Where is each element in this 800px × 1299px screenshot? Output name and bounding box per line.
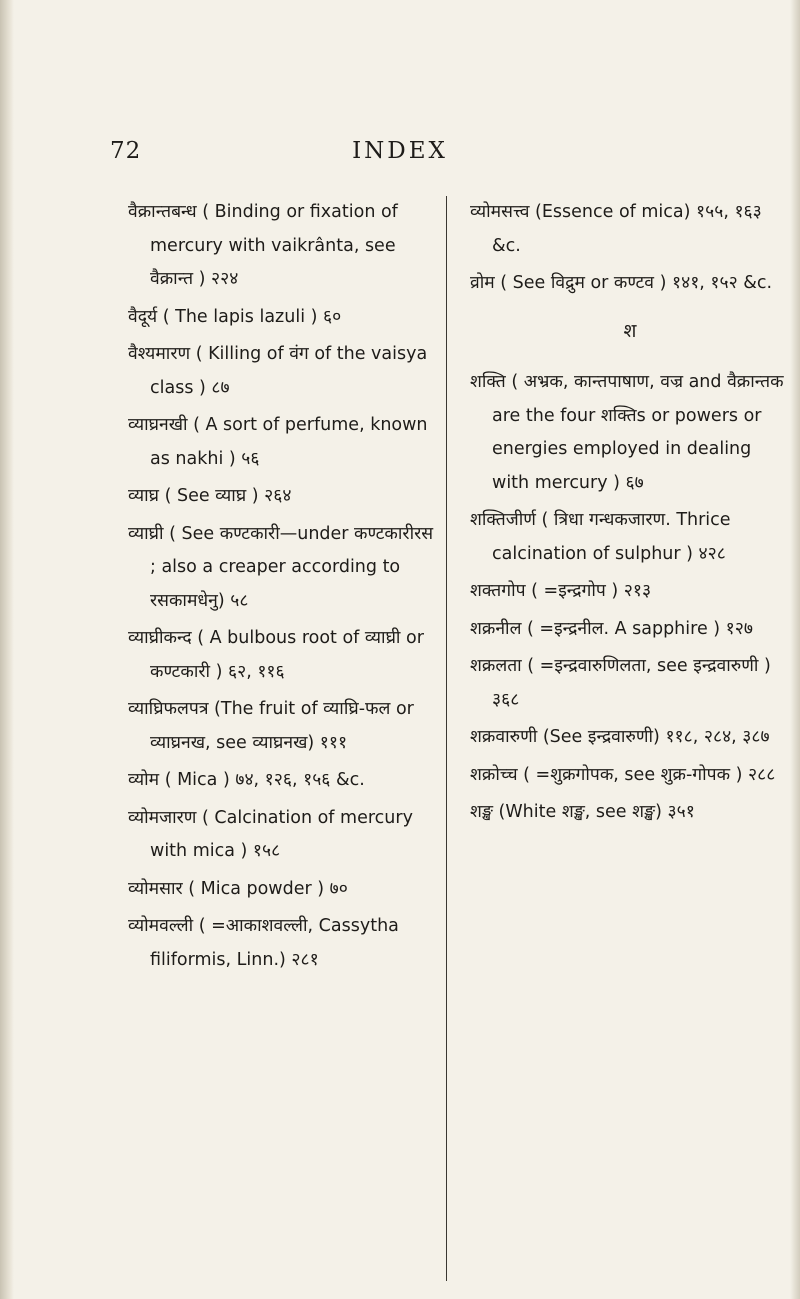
index-entry: व्याघ्रनखी ( A sort of perfume, known as nakhi ) ५६ [128, 415, 428, 469]
page-header [0, 138, 800, 168]
index-entry: व्योम ( Mica ) ७४, १२६, १५६ &c. [128, 770, 365, 790]
running-head: INDEX [352, 138, 448, 164]
left-column [128, 196, 444, 981]
page-edge-right [790, 0, 800, 1299]
section-letter: श [623, 319, 637, 342]
index-entry: शङ्ख (White शङ्ख, see शङ्ख) ३५१ [470, 802, 695, 822]
index-entry: शक्ति ( अभ्रक, कान्तपाषाण, वज्र and वैक्रान्तक are the four शक्तिs or powers or energies employed in dealing with mercury ) ६७ [470, 372, 784, 493]
index-entry: वैदूर्य ( The lapis lazuli ) ६० [128, 306, 342, 327]
index-entry: व्योमजारण ( Calcination of mercury with mica ) १५८ [128, 807, 413, 861]
column-divider [446, 196, 447, 1281]
index-entry: व्याघ्र ( See व्याघ्र ) २६४ [128, 486, 292, 506]
index-entry: व्याघ्रीकन्द ( A bulbous root of व्याघ्री or कण्टकारी ) ६२, ११६ [128, 628, 424, 682]
index-entry: शक्रवारुणी (See इन्द्रवारुणी) ११८, २८४, ३८७ [470, 727, 770, 747]
index-entry: शक्रलता ( =इन्द्रवारुणिलता, see इन्द्रवारुणी ) ३६८ [470, 656, 771, 710]
index-entry: व्योमसार ( Mica powder ) ७० [128, 878, 348, 899]
index-entry: वैक्रान्तबन्ध ( Binding or fixation of mercury with vaikrânta, see वैक्रान्त ) २२४ [128, 202, 398, 289]
index-entry: शक्तगोप ( =इन्द्रगोप ) २१३ [470, 581, 652, 601]
index-entry: व्रोम ( See विद्रुम or कण्टव ) १४१, १५२ &c. [470, 273, 773, 293]
page-number: 72 [110, 138, 142, 164]
index-entry: व्याघ्री ( See कण्टकारी—under कण्टकारीरस ; also a creaper according to रसकामधेनु) ५८ [128, 523, 434, 611]
index-entry: व्योमवल्ली ( =आकाशवल्ली, Cassytha filiformis, Linn.) २८१ [128, 916, 399, 970]
page-edge-left [0, 0, 14, 1299]
index-entry: व्योमसत्त्व (Essence of mica) १५५, १६३ &c. [470, 202, 762, 256]
index-entry: व्याघ्रिफलपत्र (The fruit of व्याघ्रि-फल or व्याघ्रनख, see व्याघ्रनख) १११ [128, 699, 414, 753]
index-entry: शक्तिजीर्ण ( त्रिधा गन्धकजारण. Thrice calcination of sulphur ) ४२८ [470, 510, 731, 564]
index-entry: वैश्यमारण ( Killing of वंग of the vaisya class ) ८७ [128, 344, 428, 398]
index-entry: शक्रनील ( =इन्द्रनील. A sapphire ) १२७ [470, 618, 753, 639]
index-entry: शक्रोच्च ( =शुक्रगोपक, see शुक्र-गोपक ) २८८ [470, 764, 776, 785]
right-column [470, 196, 790, 834]
